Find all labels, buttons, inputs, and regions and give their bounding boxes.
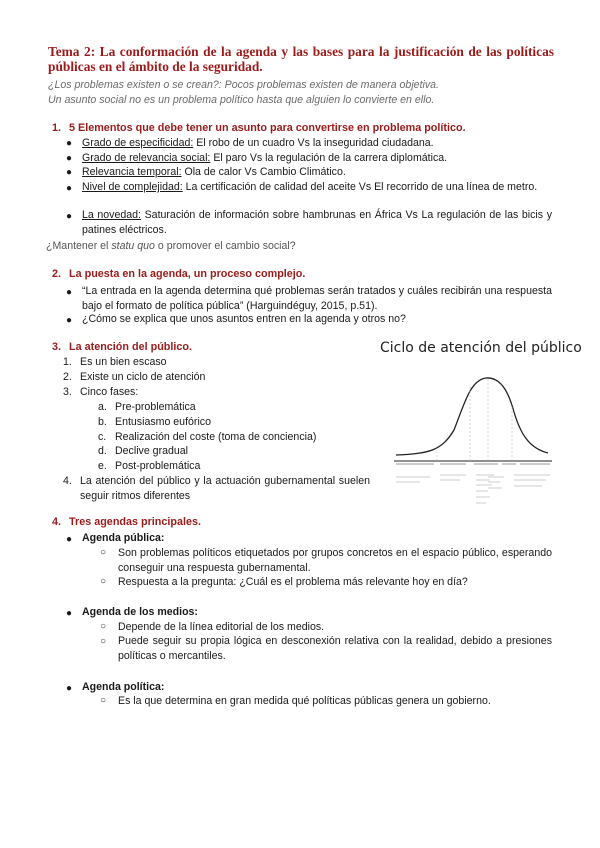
section-2-item-1: “La entrada en la agenda determina qué problemas serán tratados y cuáles recibirán una respuesta bajo el formato de política pública” (Harguindéguy, 2015, p.51). (82, 285, 552, 312)
circle-bullet-icon: ○ (100, 621, 107, 632)
agenda-medios-item-2: Puede seguir su propia lógica en desconexión relativa con la realidad, debido a presiones políticas o mercantiles. (118, 635, 552, 662)
phase-descriptions (396, 475, 550, 503)
circle-bullet-icon: ○ (100, 576, 107, 587)
section-1-number: 1. (52, 122, 62, 134)
agenda-publica-title: Agenda pública: (82, 532, 165, 544)
agenda-publica-item-2: Respuesta a la pregunta: ¿Cuál es el problema más relevante hoy en día? (118, 576, 468, 588)
bullet-icon: ● (66, 287, 73, 298)
section-3-list-item-2: 2. Existe un ciclo de atención (63, 371, 206, 383)
figure-title: Ciclo de atención del público (380, 340, 582, 356)
page-title: Tema 2: La conformación de la agenda y las bases para la justificación de las políticas públicas en el ámbito de la seguridad. (48, 44, 554, 74)
section-3-heading-text: La atención del público. (69, 341, 192, 353)
attention-curve (396, 378, 548, 455)
section-3-list-item-3: 3. Cinco fases: (63, 386, 139, 398)
section-3-list-item-4: La atención del público y la actuación gubernamental suelen seguir ritmos diferentes (80, 475, 370, 502)
bullet-icon: ● (66, 608, 73, 619)
subtitle-line-2: Un asunto social no es un problema político hasta que alguien lo convierte en ello. (48, 94, 435, 106)
bullet-icon: ● (66, 138, 73, 149)
section-3-number: 3. (52, 341, 62, 353)
phase-c: c. Realización del coste (toma de conciencia) (98, 431, 317, 443)
agenda-medios-title: Agenda de los medios: (82, 606, 198, 618)
phase-e: e. Post-problemática (98, 460, 201, 472)
phase-a: a. Pre-problemática (98, 401, 196, 413)
agenda-politica-item-1: Es la que determina en gran medida qué políticas públicas genera un gobierno. (118, 695, 491, 707)
section-4-heading-text: Tres agendas principales. (69, 516, 202, 528)
agenda-publica-item-1: Son problemas políticos etiquetados por grupos concretos en el espacio público, esperando conseguir una respuesta gubernamental. (118, 547, 552, 574)
section-1-item-1: Grado de especificidad: El robo de un cuadro Vs la inseguridad ciudadana. (82, 137, 434, 149)
section-3-list-number-4: 4. (63, 475, 72, 487)
section-2-number: 2. (52, 268, 62, 280)
bullet-icon: ● (66, 534, 73, 545)
section-2-heading (52, 268, 305, 280)
subtitle-line-1: ¿Los problemas existen o se crean?: Pocos problemas existen de manera objetiva. (48, 79, 440, 91)
bullet-icon: ● (66, 315, 73, 326)
section-2-item-2: ¿Cómo se explica que unos asuntos entren en la agenda y otros no? (82, 313, 406, 325)
circle-bullet-icon: ○ (100, 547, 107, 558)
bullet-icon: ● (66, 683, 73, 694)
attention-cycle-chart (390, 360, 560, 515)
bullet-icon: ● (66, 211, 73, 222)
section-1-item-5: La novedad: Saturación de información sobre hambrunas en África Vs La regulación de las bicis y patines eléctricos. (82, 209, 552, 236)
section-1-heading (52, 122, 466, 134)
section-4-number: 4. (52, 516, 62, 528)
phase-d: d. Declive gradual (98, 445, 189, 457)
section-4-heading (52, 516, 201, 528)
section-1-item-3: Relevancia temporal: Ola de calor Vs Cambio Climático. (82, 166, 346, 178)
section-3-heading (52, 341, 192, 353)
agenda-politica-title: Agenda política: (82, 681, 165, 693)
circle-bullet-icon: ○ (100, 695, 107, 706)
section-1-closing: ¿Mantener el statu quo o promover el cambio social? (46, 240, 296, 252)
phase-b: b. Entusiasmo eufórico (98, 416, 211, 428)
section-1-heading-text: 5 Elementos que debe tener un asunto para convertirse en problema político. (69, 122, 466, 134)
agenda-medios-item-1: Depende de la línea editorial de los medios. (118, 621, 325, 633)
section-1-item-4: Nivel de complejidad: La certificación de calidad del aceite Vs El recorrido de una línea de metro. (82, 181, 538, 193)
bullet-icon: ● (66, 153, 73, 164)
bullet-icon: ● (66, 183, 73, 194)
bullet-icon: ● (66, 167, 73, 178)
section-2-heading-text: La puesta en la agenda, un proceso complejo. (69, 268, 306, 280)
section-3-list-item-1: 1. Es un bien escaso (63, 356, 167, 368)
circle-bullet-icon: ○ (100, 636, 107, 647)
section-1-item-2: Grado de relevancia social: El paro Vs la regulación de la carrera diplomática. (82, 152, 448, 164)
